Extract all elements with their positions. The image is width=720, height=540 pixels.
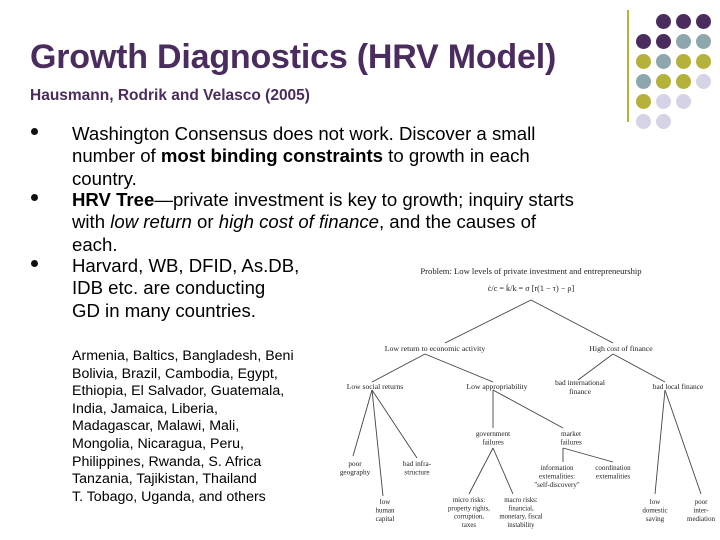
tree-node-macro-risks: macro risks:	[504, 497, 538, 504]
tree-node-coordination-externalities: coordination	[595, 464, 631, 472]
tree-edge	[353, 390, 372, 456]
tree-node-macro-risks: monetary, fiscal	[499, 513, 543, 521]
bullet-text-segment: number of	[72, 145, 161, 167]
decorative-dot	[676, 14, 691, 29]
tree-edge	[445, 300, 531, 343]
country-list	[72, 348, 352, 506]
tree-node-bad-local-finance: bad local finance	[652, 382, 704, 391]
tree-node-low-human-capital: human	[375, 506, 395, 515]
decorative-dot	[676, 94, 691, 109]
tree-node-information-externalities: information	[540, 464, 574, 472]
country-line: Armenia, Baltics, Bangladesh, Beni	[72, 348, 294, 364]
decorative-dot	[696, 14, 711, 29]
bullet-marker-icon	[31, 194, 38, 201]
decorative-dot	[696, 74, 711, 89]
bullet-marker-icon	[31, 128, 38, 135]
tree-node-poor-intermediation: mediation	[687, 515, 715, 523]
country-line: Mongolia, Nicaragua, Peru,	[72, 435, 244, 452]
decorative-divider-line	[627, 10, 629, 122]
tree-edge	[493, 390, 563, 428]
slide-title: Growth Diagnostics (HRV Model)	[30, 38, 557, 76]
bullet-text-segment: —private investment is key to growth; inquiry starts	[154, 189, 574, 210]
tree-edge	[578, 354, 613, 380]
tree-edge	[425, 354, 493, 382]
tree-node-micro-risks: taxes	[462, 521, 476, 529]
decorative-dot	[656, 74, 671, 89]
country-line: Bolivia, Brazil, Cambodia, Egypt,	[72, 365, 278, 382]
tree-node-macro-risks: instability	[507, 521, 535, 529]
tree-node-information-externalities: "self-discovery"	[534, 481, 580, 489]
bullet-line	[72, 277, 265, 299]
tree-edge	[531, 300, 613, 343]
country-line: T. Tobago, Uganda, and others	[72, 488, 266, 505]
tree-node-poor-geography: poor	[348, 460, 362, 468]
tree-node-market-failures: failures	[560, 438, 582, 447]
tree-node-poor-intermediation: poor	[694, 498, 708, 506]
bullet-text-segment: each.	[72, 233, 118, 255]
tree-node-poor-geography: geography	[339, 468, 371, 477]
bullet-line	[72, 123, 535, 145]
tree-node-low-domestic-saving: low	[649, 498, 661, 506]
tree-node-low-social-returns: Low social returns	[346, 382, 404, 391]
tree-node-low-return: Low return to economic activity	[384, 344, 486, 353]
tree-node-coordination-externalities: externalities	[595, 472, 631, 481]
decorative-dot	[656, 14, 671, 29]
bullet-line	[72, 189, 574, 211]
bullet-text-segment: HRV Tree	[72, 189, 155, 210]
slide-subtitle: Hausmann, Rodrik and Velasco (2005)	[30, 87, 310, 104]
tree-node-micro-risks: micro risks:	[452, 497, 486, 504]
country-line: India, Jamaica, Liberia,	[72, 400, 218, 417]
tree-node-government-failures: government	[475, 430, 511, 438]
tree-node-bad-infrastructure: structure	[404, 468, 430, 477]
bullet-text-segment: Washington Consensus does not work. Discover a small	[72, 123, 536, 144]
decorative-dot	[636, 114, 651, 129]
tree-node-low-human-capital: capital	[375, 515, 395, 523]
tree-node-low-domestic-saving: domestic	[642, 506, 668, 515]
hrv-decision-tree	[339, 258, 717, 538]
bullet-text-segment: , and the causes of	[378, 211, 537, 233]
tree-edge	[613, 354, 665, 382]
tree-edge	[469, 448, 493, 494]
decorative-dot	[696, 54, 711, 69]
bullet-text-segment: low return	[110, 211, 192, 233]
tree-node-bad-infrastructure: bad infra-	[402, 460, 432, 468]
decorative-dot	[636, 94, 651, 109]
tree-node-equation: ċ/c = k̇/k = σ [r(1 − τ) − ρ]	[487, 284, 575, 293]
bullet-text-segment: with	[72, 211, 111, 233]
decorative-dot	[656, 114, 671, 129]
tree-node-problem: Problem: Low levels of private investment and entrepreneurship	[420, 266, 642, 276]
bullet-line	[72, 168, 137, 190]
decorative-dot	[656, 34, 671, 49]
decorative-dot	[656, 54, 671, 69]
tree-edge	[655, 390, 665, 494]
tree-node-low-domestic-saving: saving	[645, 515, 665, 523]
decorative-dot	[676, 54, 691, 69]
bullet-line	[72, 300, 256, 322]
bullet-text-segment: most binding constraints	[160, 145, 383, 167]
decorative-dot	[636, 74, 651, 89]
tree-node-government-failures: failures	[482, 438, 504, 447]
decorative-dot	[636, 34, 651, 49]
tree-node-bad-international-finance: finance	[569, 386, 591, 396]
bullet-line	[72, 211, 536, 233]
tree-node-high-cost: High cost of finance	[589, 344, 653, 353]
tree-node-micro-risks: property rights,	[448, 505, 490, 513]
decorative-dot	[656, 94, 671, 109]
tree-edge	[665, 390, 701, 494]
tree-node-low-human-capital: low	[379, 498, 391, 506]
bullet-line	[72, 234, 118, 256]
decorative-dot	[636, 54, 651, 69]
bullet-line	[72, 145, 530, 167]
tree-node-micro-risks: corruption,	[453, 513, 485, 521]
bullet-text-segment: GD in many countries.	[72, 299, 256, 321]
tree-node-macro-risks: financial,	[508, 505, 534, 513]
bullet-line	[72, 255, 299, 277]
country-line: Ethiopia, El Salvador, Guatemala,	[72, 383, 285, 400]
tree-edge	[563, 448, 613, 462]
bullet-text-segment: IDB etc. are conducting	[72, 277, 266, 299]
decorative-dot	[676, 34, 691, 49]
tree-edge	[372, 390, 417, 458]
bullet-text-segment: high cost of finance	[218, 211, 379, 233]
tree-edge	[493, 448, 513, 494]
bullet-text-segment: Harvard, WB, DFID, As.DB,	[72, 255, 300, 276]
decorative-dot	[676, 74, 691, 89]
bullet-marker-icon	[31, 260, 38, 267]
country-line: Tanzania, Tajikistan, Thailand	[72, 471, 257, 488]
bullet-text-segment: to growth in each	[383, 145, 530, 167]
tree-edge	[372, 390, 383, 496]
bullet-text-segment: country.	[72, 167, 137, 189]
tree-node-low-appropriability: Low appropriability	[466, 382, 528, 391]
tree-node-poor-intermediation: inter-	[693, 506, 709, 515]
tree-edge	[372, 354, 425, 382]
country-line: Madagascar, Malawi, Mali,	[72, 418, 240, 435]
tree-node-bad-international-finance: bad international	[555, 378, 605, 387]
tree-node-information-externalities: externalities:	[538, 472, 576, 481]
country-line: Philippines, Rwanda, S. Africa	[72, 453, 262, 470]
decorative-dot	[696, 34, 711, 49]
tree-node-market-failures: market	[561, 430, 581, 438]
bullet-text-segment: or	[191, 211, 219, 233]
